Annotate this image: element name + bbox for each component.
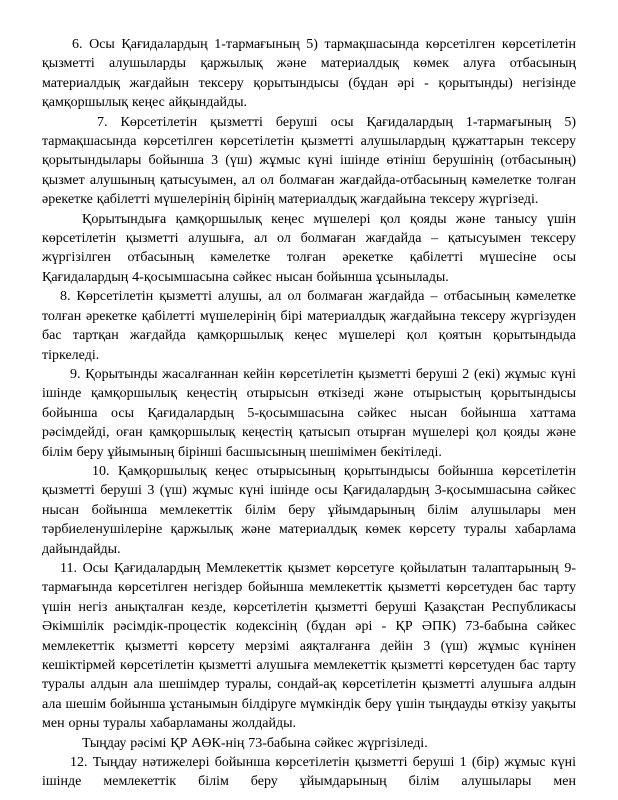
paragraph-11: 11. Осы Қағидалардың Мемлекеттік қызмет көрсетуге қойылатын талаптарының 9-тармағында көрсетілген негіздер бойынша мемлекеттік қызметті көрсетуден бас тарту үшін негіз анықталған кезде, көрсетілетін қызметті беруші Қазақстан Республикасы Әкімшілік рәсімдік-процестік кодексінің (бұдан әрі - ҚР ӘПК) 73-бабына сәйкес мемлекеттік қызметті көрсету мерзімі аяқталғанға дейін 3 (үш) жұмыс күнінен кешіктірмей көрсетілетін қызметті алушыға мемлекеттік қызметті көрсетуден бас тарту туралы алдын ала шешімдер туралы, сондай-ақ көрсетілетін қызметті алушыға алдын ала шешім бойынша ұстанымын білдіруге мүмкіндік беру үшін тыңдауды өткізу уақыты мен орны туралы хабарламаны жолдайды. [42,560,576,732]
paragraph-8: 8. Көрсетілетін қызметті алушы, ал ол болмаған жағдайда – отбасының кәмелетке толған әрекетке қабілетті мүшелерінің бірі материалдық жағдайына тексеру жүргізуден бас тартқан жағдайда қамқоршылық кеңес мүшелері қол қоятын қорытындыда тіркеледі. [42,289,576,363]
paragraph-10: 10. Қамқоршылық кеңес отырысының қорытындысы бойынша көрсетілетін қызметті беруші 3 (үш) жұмыс күні ішінде осы Қағидалардың 3-қосымшасына сәйкес нысан бойынша мемлекеттік білім беру ұйымдарының білім алушылары мен тәрбиеленушілеріне қаржылық және материалдық көмек көрсету туралы хабарлама дайындайды. [42,463,576,557]
paragraph-7: 7. Көрсетілетін қызметті беруші осы Қағидалардың 1-тармағының 5) тармақшасында көрсетілген көрсетілетін қызметті алушылардың құжаттарын тексеру қорытындылары бойынша 3 (үш) жұмыс күні ішінде өтініш берушінің (отбасының) қызмет алушының қатысуымен, ал ол болмаған жағдайда-отбасының кәмелетке толған әрекетке қабілетті мүшелерінің бірінің материалдық жағдайына тексеру жүргізеді. [42,114,576,208]
paragraph-7-continuation: Қорытындыға қамқоршылық кеңес мүшелері қол қояды және танысу үшін көрсетілетін қызметті алушыға, ал ол болмаған жағдайда – қатысуымен тексеру жүргізілген отбасының кәмелетке толған әрекетке қабілетті мүшесіне осы Қағидалардың 4-қосымшасына сәйкес нысан бойынша ұсынылады. [42,211,576,285]
paragraph-9: 9. Қорытынды жасалғаннан кейін көрсетілетін қызметті беруші 2 (екі) жұмыс күні ішінде қамқоршылық кеңестің отырысын өткізеді және отырыстың қорытындысы бойынша осы Қағидалардың 5-қосымшасына сәйкес нысан бойынша хаттама рәсімдейді, оған қамқоршылық кеңестің қатысып отырған мүшелері қол қояды және білім беру ұйымының бірінші басшысының шешімімен бекітіледі. [42,366,576,460]
paragraph-11-hearing-note: Тыңдау рәсімі ҚР АӨК-нің 73-бабына сәйкес жүргізіледі. [82,735,428,751]
paragraph-6: 6. Осы Қағидалардың 1-тармағының 5) тармақшасында көрсетілген көрсетілетін қызметті алушыларды қаржылық және материалдық көмек алуға отбасының материалдық жағдайын тексеру қорытындысы (бұдан әрі - қорытынды) негізінде қамқоршылық кеңес айқындайды. [42,37,576,111]
paragraph-12: 12. Тыңдау нәтижелері бойынша көрсетілетін қызметті беруші 1 (бір) жұмыс күні ішінде мемлекеттік білім беру ұйымдарының білім алушылары мен [42,755,576,790]
